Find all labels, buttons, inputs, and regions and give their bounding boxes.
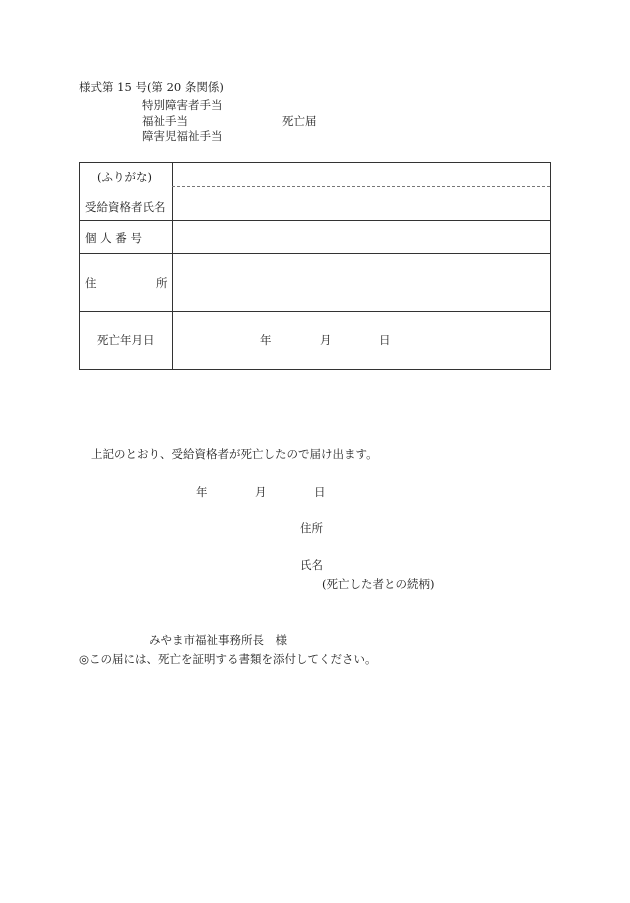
relationship-note: (死亡した者との続柄): [322, 577, 435, 591]
individual-number-label: 個 人 番 号: [85, 231, 142, 245]
applicant-address-label: 住所: [300, 521, 323, 535]
death-date-year: 年: [260, 333, 272, 347]
form-title: 死亡届: [282, 114, 317, 128]
address-label-first-char: 住: [85, 276, 97, 290]
attachment-note: ◎この届には、死亡を証明する書類を添付してください。: [79, 652, 377, 666]
beneficiary-name-field[interactable]: [178, 191, 548, 215]
declaration-text: 上記のとおり、受給資格者が死亡したので届け出ます。: [91, 447, 378, 461]
table-column-divider: [172, 163, 173, 369]
death-date-label: 死亡年月日: [97, 333, 155, 347]
furigana-label: (ふりがな): [97, 170, 152, 184]
allowance-type-welfare: 福祉手当: [142, 114, 188, 128]
address-field[interactable]: [178, 258, 548, 306]
death-date-day: 日: [379, 333, 391, 347]
individual-number-field[interactable]: [178, 225, 548, 249]
table-row-divider: [80, 253, 550, 254]
allowance-type-special-disability: 特別障害者手当: [142, 98, 223, 112]
table-row-divider: [80, 220, 550, 221]
allowance-type-child-disability: 障害児福祉手当: [142, 129, 223, 143]
furigana-divider: [172, 186, 550, 187]
submission-date-day: 日: [314, 485, 326, 499]
form-number: 様式第 15 号(第 20 条関係): [79, 80, 224, 94]
addressee: みやま市福祉事務所長 様: [149, 633, 287, 647]
beneficiary-name-label: 受給資格者氏名: [85, 200, 166, 214]
beneficiary-info-table: [79, 162, 551, 370]
death-date-month: 月: [320, 333, 332, 347]
address-label-second-char: 所: [156, 276, 168, 290]
applicant-name-label: 氏名: [300, 558, 323, 572]
table-row-divider: [80, 311, 550, 312]
submission-date-year: 年: [196, 485, 208, 499]
submission-date-month: 月: [255, 485, 267, 499]
